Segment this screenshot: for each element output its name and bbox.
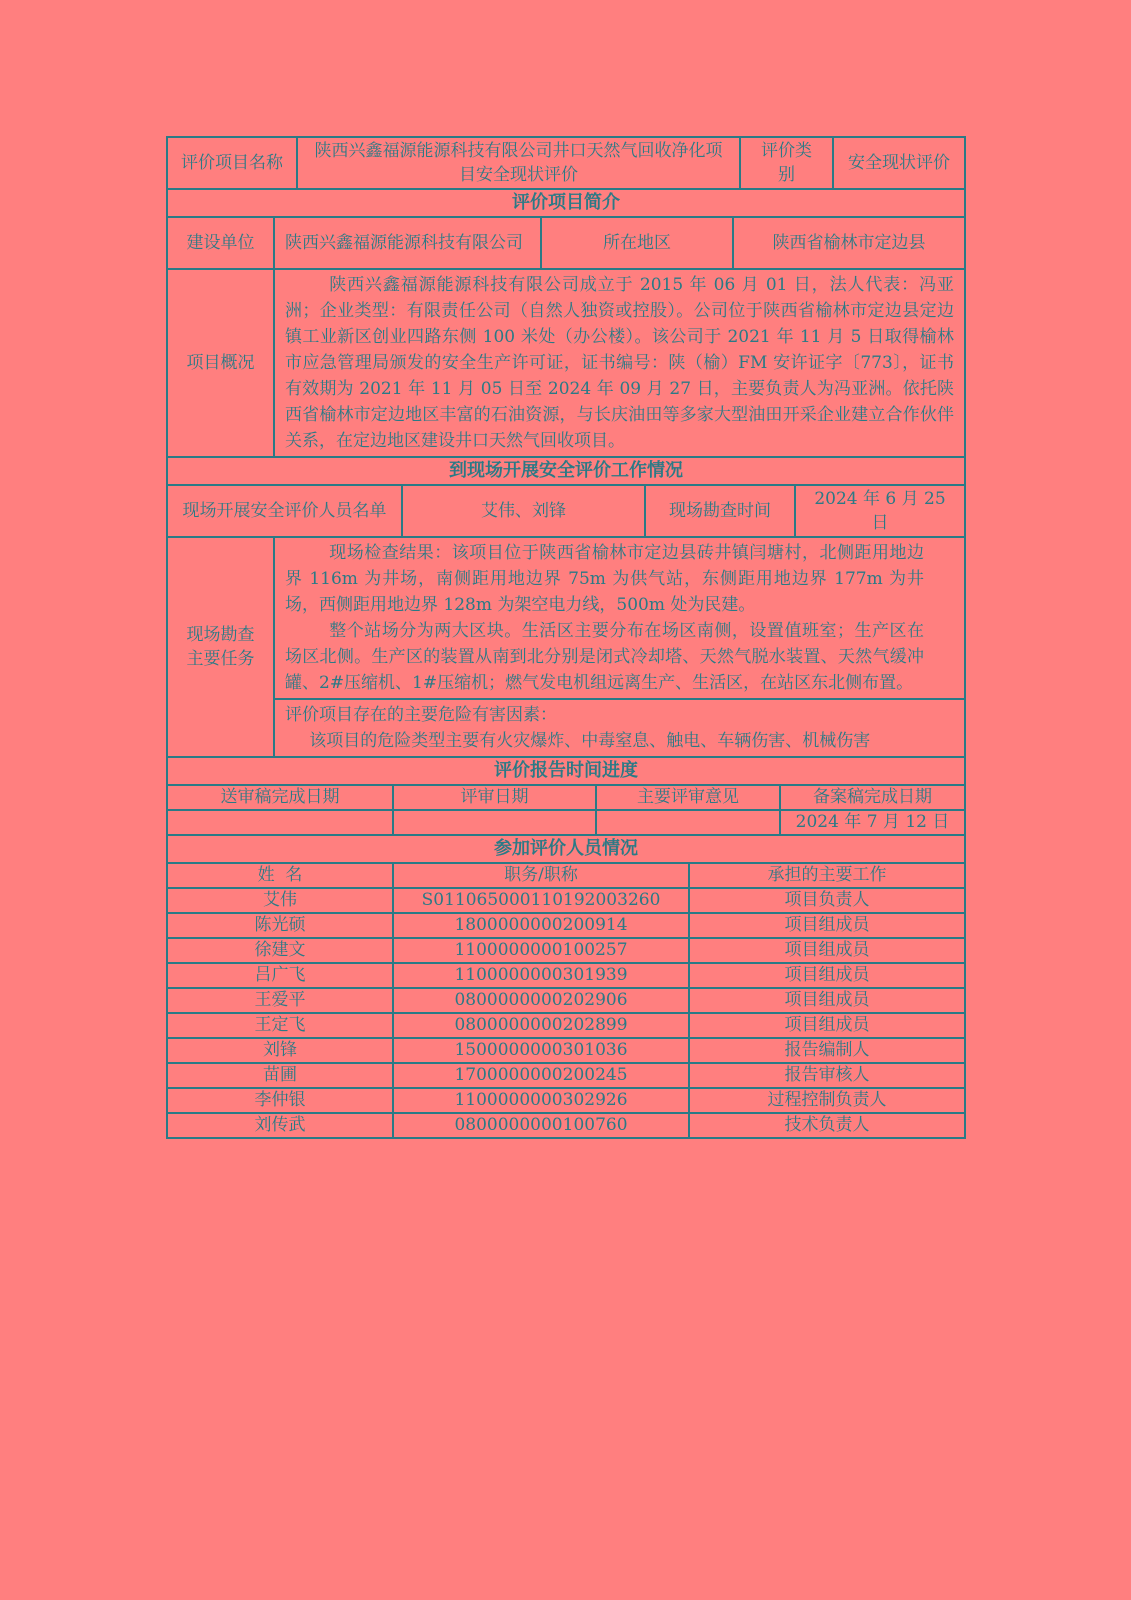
table-row <box>167 888 965 913</box>
table-row <box>167 963 965 988</box>
staff-work: 项目组成员 <box>689 1013 965 1038</box>
table-row <box>167 1038 965 1063</box>
hazard-text: 该项目的危险类型主要有火灾爆炸、中毒窒息、触电、车辆伤害、机械伤害 <box>309 731 871 751</box>
staff-work: 报告编制人 <box>689 1038 965 1063</box>
hazard-cell <box>274 699 965 757</box>
staff-name: 陈光硕 <box>167 913 393 938</box>
review-opinion-value <box>596 810 780 835</box>
survey-time-value: 2024 年 6 月 25 日 <box>795 485 965 537</box>
task-para-1: 现场检查结果：该项目位于陕西省榆林市定边县砖井镇闫塘村，北侧距用地边界 116m 为井场，南侧距用地边界 75m 为供气站，东侧距用地边界 177m 为井场，西侧距用地边界 128m 为架空电力线，500m 处为民建。 <box>285 543 925 615</box>
project-name-label: 评价项目名称 <box>167 137 297 189</box>
staff-name: 王爱平 <box>167 988 393 1013</box>
col-work: 承担的主要工作 <box>689 863 965 888</box>
staff-name: 苗圃 <box>167 1063 393 1088</box>
submit-date-value <box>167 810 393 835</box>
builder-value: 陕西兴鑫福源能源科技有限公司 <box>274 217 541 269</box>
table-row <box>167 1088 965 1113</box>
section-title-staff: 参加评价人员情况 <box>167 835 965 863</box>
evaluation-form <box>166 136 964 1139</box>
staff-title: 1100000000100257 <box>393 938 689 963</box>
staff-title: 1100000000302926 <box>393 1088 689 1113</box>
staff-name: 刘传武 <box>167 1113 393 1138</box>
section-title-schedule: 评价报告时间进度 <box>167 757 965 785</box>
site-table <box>166 456 966 758</box>
col-title: 职务/职称 <box>393 863 689 888</box>
eval-type-label: 评价类别 <box>740 137 833 189</box>
survey-time-label: 现场勘查时间 <box>645 485 795 537</box>
table-row <box>167 1063 965 1088</box>
staff-title: 1500000000301036 <box>393 1038 689 1063</box>
header-table <box>166 136 966 190</box>
section-title-intro: 评价项目简介 <box>167 189 965 217</box>
personnel-label: 现场开展安全评价人员名单 <box>167 485 402 537</box>
table-row <box>167 913 965 938</box>
col-review-opinion: 主要评审意见 <box>596 785 780 810</box>
review-date-value <box>393 810 596 835</box>
table-row <box>167 1113 965 1138</box>
hazard-title: 评价项目存在的主要危险有害因素： <box>285 705 557 725</box>
col-filing-date: 备案稿完成日期 <box>780 785 965 810</box>
staff-work: 项目负责人 <box>689 888 965 913</box>
col-review-date: 评审日期 <box>393 785 596 810</box>
task-label: 现场勘查主要任务 <box>167 537 274 757</box>
staff-name: 徐建文 <box>167 938 393 963</box>
region-label: 所在地区 <box>541 217 733 269</box>
staff-title: 0800000000202899 <box>393 1013 689 1038</box>
staff-work: 项目组成员 <box>689 913 965 938</box>
filing-date-value: 2024 年 7 月 12 日 <box>780 810 965 835</box>
project-name-value: 陕西兴鑫福源能源科技有限公司井口天然气回收净化项目安全现状评价 <box>297 137 740 189</box>
personnel-value: 艾伟、刘锋 <box>402 485 645 537</box>
region-value: 陕西省榆林市定边县 <box>733 217 965 269</box>
staff-title: 1800000000200914 <box>393 913 689 938</box>
staff-work: 技术负责人 <box>689 1113 965 1138</box>
staff-work: 过程控制负责人 <box>689 1088 965 1113</box>
staff-name: 刘锋 <box>167 1038 393 1063</box>
overview-text: 陕西兴鑫福源能源科技有限公司成立于 2015 年 06 月 01 日，法人代表：冯亚洲；企业类型：有限责任公司（自然人独资或控股）。公司位于陕西省榆林市定边县定边镇工业新区创业四路东侧 100 米处（办公楼）。该公司于 2021 年 11 月 5 日取得榆林市应急管理局颁发的安全生产许可证，证书编号：陕（榆）FM 安许证字〔773〕，证书有效期为 2021 年 11 月 05 日至 2024 年 09 月 27 日，主要负责人为冯亚洲。依托陕西省榆林市定边地区丰富的石油资源，与长庆油田等多家大型油田开采企业建立合作伙伴关系，在定边地区建设井口天然气回收项目。 <box>285 275 954 451</box>
task-cell <box>274 537 965 699</box>
staff-work: 项目组成员 <box>689 963 965 988</box>
staff-name: 王定飞 <box>167 1013 393 1038</box>
eval-type-value: 安全现状评价 <box>833 137 965 189</box>
task-para-2: 整个站场分为两大区块。生活区主要分布在场区南侧，设置值班室；生产区在场区北侧。生产区的装置从南到北分别是闭式冷却塔、天然气脱水装置、天然气缓冲罐、2#压缩机、1#压缩机；燃气发电机组远离生产、生活区，在站区东北侧布置。 <box>285 621 925 693</box>
staff-title: 1100000000301939 <box>393 963 689 988</box>
staff-name: 吕广飞 <box>167 963 393 988</box>
table-row <box>167 988 965 1013</box>
staff-work: 项目组成员 <box>689 988 965 1013</box>
table-row <box>167 938 965 963</box>
staff-name: 李仲银 <box>167 1088 393 1113</box>
section-title-site: 到现场开展安全评价工作情况 <box>167 457 965 485</box>
overview-cell <box>274 269 965 457</box>
schedule-table <box>166 756 966 836</box>
staff-work: 项目组成员 <box>689 938 965 963</box>
staff-title: 0800000000202906 <box>393 988 689 1013</box>
table-row <box>167 1013 965 1038</box>
staff-name: 艾伟 <box>167 888 393 913</box>
staff-title: 0800000000100760 <box>393 1113 689 1138</box>
builder-label: 建设单位 <box>167 217 274 269</box>
staff-work: 报告审核人 <box>689 1063 965 1088</box>
staff-title: S011065000110192003260 <box>393 888 689 913</box>
col-name: 姓 名 <box>167 863 393 888</box>
overview-label: 项目概况 <box>167 269 274 457</box>
staff-title: 1700000000200245 <box>393 1063 689 1088</box>
col-submit-date: 送审稿完成日期 <box>167 785 393 810</box>
staff-table <box>166 834 966 1139</box>
intro-table <box>166 188 966 458</box>
